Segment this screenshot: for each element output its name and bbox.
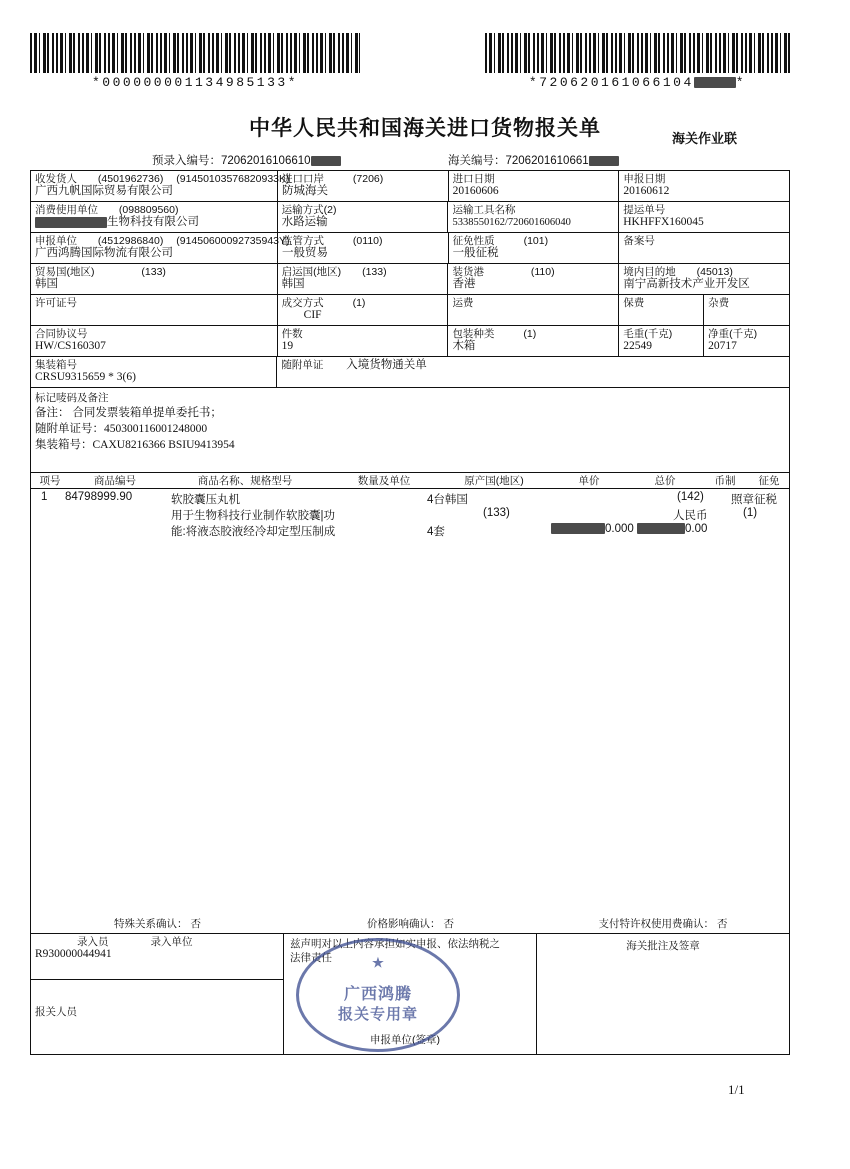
cell-vessel — [448, 202, 619, 232]
net-weight-value: 20717 — [708, 340, 737, 352]
page-title: 中华人民共和国海关进口货物报关单 — [249, 116, 601, 140]
cell-record-no — [619, 233, 789, 263]
freight-label: 运费 — [452, 297, 474, 309]
redaction-unit-price — [551, 523, 605, 534]
declarant-labels — [35, 235, 290, 247]
barcode-right-tail: * — [735, 75, 747, 90]
marks-line-3: 集装箱号：CAXU8216366 BSIU9413954 — [35, 439, 235, 451]
cell-container — [31, 357, 277, 387]
trade-country-label: 贸易国(地区) — [35, 266, 95, 278]
container-value: CRSU9315659 * 3(6) — [35, 371, 136, 383]
cell-gross-weight — [619, 326, 704, 356]
port-name: 防城海关 — [282, 185, 328, 197]
consumer-name — [35, 216, 273, 229]
declare-date-label: 申报日期 — [623, 173, 666, 185]
vessel-label: 运输工具名称 — [452, 204, 516, 216]
cell-levy-nature — [449, 233, 620, 263]
transport-mode-label: 运输方式(2) — [281, 204, 337, 216]
cell-trade-country — [31, 264, 278, 294]
barcode-right-bars — [485, 33, 790, 73]
row-consignor — [31, 171, 789, 202]
goods-col-origin: 原产国(地区) — [464, 475, 524, 487]
bill-label: 提运单号 — [623, 204, 666, 216]
barcode-right-text — [485, 75, 790, 90]
row-declarant — [31, 233, 789, 264]
goods-col-hs-code: 商品编号 — [94, 475, 136, 487]
goods-col-total-price: 总价 — [654, 475, 676, 487]
goods-table-header — [31, 473, 789, 489]
supervision-label: 监管方式 — [282, 235, 324, 247]
redaction-preentry — [311, 156, 341, 166]
customs-number — [448, 152, 619, 168]
cell-port — [278, 171, 449, 201]
redaction-consumer — [35, 217, 107, 228]
declaration-table — [30, 170, 790, 1055]
consignor-code1: (4501962736) — [97, 173, 164, 185]
consignor-label: 收发货人 — [35, 173, 77, 185]
entry-labels — [35, 936, 279, 948]
supervision-labels — [282, 235, 444, 247]
cell-statement — [284, 934, 537, 1054]
cell-customs-approval — [537, 934, 789, 1054]
levy-code: (101) — [523, 235, 549, 247]
load-port-code: (110) — [530, 266, 555, 278]
goods-col-name: 商品名称、规格型号 — [197, 475, 293, 487]
terms-code: (1) — [352, 297, 366, 309]
entry-code-value: R930000044941 — [35, 948, 112, 960]
packages-label: 件数 — [281, 328, 303, 340]
destination-code: (45013) — [696, 266, 733, 278]
barcode-left-bars — [30, 33, 360, 73]
declarant-person-label: 报关人员 — [35, 1006, 77, 1018]
depart-country-code: (133) — [362, 266, 387, 278]
stamp-bottom-text: 报关专用章 — [337, 1007, 418, 1023]
cell-consumer — [31, 202, 278, 232]
destination-label: 境内目的地 — [623, 266, 676, 278]
insurance-label: 保费 — [623, 297, 645, 309]
load-port-labels — [452, 266, 614, 278]
customs-copy-label: 海关作业联 — [672, 131, 738, 146]
goods-unit-price-value: 0.000 — [605, 523, 634, 535]
goods-name-line-3: 能:将液态胶液经冷却定型压制成 — [171, 526, 336, 538]
page-number: 1/1 — [728, 1082, 745, 1097]
row-marks — [31, 388, 789, 473]
package-type-label: 包装种类 — [452, 328, 495, 340]
import-date-value: 20160606 — [452, 185, 499, 197]
cell-import-date — [449, 171, 620, 201]
goods-qty-line-1: 4台韩国 — [427, 494, 468, 506]
misc-label: 杂费 — [708, 297, 730, 309]
packages-value: 19 — [281, 340, 294, 352]
consumer-label: 消费使用单位 — [35, 204, 98, 216]
terms-labels — [282, 297, 444, 309]
package-type-value: 木箱 — [452, 340, 476, 352]
pre-entry-label: 预录入编号： — [152, 155, 221, 167]
gross-weight-value: 22549 — [623, 340, 652, 352]
cell-consignor — [31, 171, 290, 201]
trade-country-code: (133) — [141, 266, 166, 278]
footer-row — [31, 934, 789, 1054]
declarant-code2: (91450600092735943Y) — [176, 235, 290, 247]
cell-attachments — [277, 357, 789, 387]
destination-labels — [623, 266, 785, 278]
consumer-code: (098809560) — [118, 204, 179, 216]
cell-insurance — [619, 295, 704, 325]
goods-item-no: 1 — [41, 491, 48, 503]
cell-declarant — [31, 233, 290, 263]
cell-bill — [619, 202, 789, 232]
contract-value: HW/CS160307 — [35, 340, 106, 352]
pre-entry-value: 72062016106610 — [221, 155, 311, 167]
goods-hs-code: 84798999.90 — [65, 491, 133, 503]
entry-unit-label: 录入单位 — [150, 936, 193, 948]
cell-declare-date — [619, 171, 789, 201]
package-type-labels — [452, 328, 614, 340]
goods-origin-code: (133) — [483, 507, 510, 519]
statement-line-2: 法律责任 — [290, 952, 332, 964]
goods-col-item-no: 项号 — [39, 475, 61, 487]
pre-entry-number — [152, 152, 341, 168]
confirmation-row — [31, 913, 789, 934]
trade-country-value: 韩国 — [35, 278, 58, 290]
terms-value: CIF — [303, 309, 322, 321]
trade-country-labels — [35, 266, 273, 278]
cell-transport-mode — [278, 202, 449, 232]
barcode-right-value: *720620161066104 — [528, 75, 694, 90]
license-label: 许可证号 — [35, 297, 77, 309]
goods-name-line-2: 用于生物科技行业制作软胶囊|功 — [171, 510, 335, 522]
royalty-payment-confirm: 支付特许权使用费确认： 否 — [598, 917, 728, 930]
customs-number-label: 海关编号： — [448, 155, 506, 167]
cell-packages — [278, 326, 449, 356]
goods-table-body — [31, 489, 789, 913]
transport-mode-value: 水路运输 — [281, 216, 328, 228]
load-port-label: 装货港 — [452, 266, 484, 278]
stamp-top-text: 广西鸿腾 — [343, 986, 412, 1003]
depart-country-label: 启运国(地区) — [281, 266, 342, 278]
cell-net-weight — [704, 326, 789, 356]
levy-value: 一般征税 — [452, 247, 499, 259]
goods-col-currency: 币制 — [714, 475, 736, 487]
cell-freight — [448, 295, 619, 325]
cell-entry — [31, 934, 284, 1054]
vessel-value: 5338550162/720601606040 — [452, 217, 571, 228]
port-label: 进口口岸 — [282, 173, 324, 185]
goods-levy: 照章征税 — [731, 494, 777, 506]
row-container — [31, 357, 789, 388]
declarant-label: 申报单位 — [35, 235, 77, 247]
consumer-labels — [35, 204, 273, 216]
redaction-barcode — [694, 77, 736, 88]
destination-value: 南宁高新技术产业开发区 — [623, 278, 750, 290]
declarant-code1: (4512986840) — [97, 235, 164, 247]
goods-total-price-value: 0.00 — [685, 523, 708, 535]
price-influence-confirm: 价格影响确认： 否 — [367, 917, 454, 930]
declarant-seal-label: 申报单位(签章) — [370, 1034, 440, 1046]
goods-col-levy: 征免 — [758, 475, 780, 487]
row-license — [31, 295, 789, 326]
stamp-star: ★ — [372, 955, 384, 970]
row-consumer — [31, 202, 789, 233]
declarant-name: 广西鸿腾国际物流有限公司 — [35, 247, 173, 259]
import-date-label: 进口日期 — [452, 173, 495, 185]
statement-line-1: 兹声明对以上内容承担如实申报、依法纳税之 — [290, 938, 500, 950]
load-port-value: 香港 — [452, 278, 476, 290]
attachments-value: 入境货物通关单 — [346, 359, 427, 371]
cell-package-type — [448, 326, 619, 356]
cell-marks — [31, 388, 789, 472]
redaction-total-price — [637, 523, 685, 534]
goods-name-line-1: 软胶囊压丸机 — [171, 494, 240, 506]
goods-col-qty: 数量及单位 — [357, 475, 411, 487]
levy-labels — [453, 235, 615, 247]
net-weight-label: 净重(千克) — [708, 328, 758, 340]
consignor-labels — [35, 173, 290, 185]
goods-qty-line-2: 4套 — [427, 526, 445, 538]
container-label: 集装箱号 — [35, 359, 77, 371]
levy-label: 征免性质 — [452, 235, 495, 247]
row-trade-country — [31, 264, 789, 295]
consumer-name-text: 生物科技有限公司 — [107, 216, 199, 228]
marks-line-2: 随附单证号：450300116001248000 — [35, 423, 208, 435]
row-contract — [31, 326, 789, 357]
depart-country-labels — [282, 266, 444, 278]
attachments-label: 随附单证 — [281, 359, 324, 371]
cell-load-port — [448, 264, 619, 294]
barcode-left-text: *000000001134985133* — [91, 75, 299, 90]
cell-destination — [619, 264, 789, 294]
cell-depart-country — [278, 264, 449, 294]
special-relation-confirm: 特殊关系确认： 否 — [114, 917, 201, 930]
cell-supervision — [278, 233, 449, 263]
gross-weight-label: 毛重(千克) — [623, 328, 673, 340]
declare-date-value: 20160612 — [623, 185, 670, 197]
redaction-customs-no — [589, 156, 619, 166]
record-no-label: 备案号 — [623, 235, 655, 247]
entry-clerk-label: 录入员 — [77, 936, 109, 948]
goods-currency-code: (142) — [677, 491, 704, 503]
marks-line-1: 备注： 合同发票装箱单提单委托书； — [35, 407, 222, 419]
goods-unit-price — [551, 523, 634, 535]
attachments-row — [281, 359, 785, 371]
cell-terms — [278, 295, 449, 325]
bill-value: HKHFFX160045 — [623, 216, 704, 228]
port-code: (7206) — [352, 173, 384, 185]
consignor-name: 广西九帆国际贸易有限公司 — [35, 185, 173, 197]
goods-col-unit-price: 单价 — [578, 475, 600, 487]
supervision-value: 一般贸易 — [282, 247, 328, 259]
port-labels — [282, 173, 444, 185]
barcode-left — [30, 33, 360, 90]
cell-misc — [704, 295, 789, 325]
goods-total-price — [637, 523, 707, 535]
depart-country-value: 韩国 — [281, 278, 305, 290]
package-type-code: (1) — [523, 328, 537, 340]
goods-levy-code: (1) — [743, 507, 758, 519]
customs-number-value: 7206201610661 — [505, 155, 589, 167]
contract-label: 合同协议号 — [35, 328, 88, 340]
cell-contract — [31, 326, 278, 356]
goods-currency: 人民币 — [673, 510, 708, 522]
terms-label: 成交方式 — [281, 297, 324, 309]
barcode-right — [485, 33, 790, 90]
cell-license — [31, 295, 278, 325]
supervision-code: (0110) — [352, 235, 383, 247]
consignor-code2: (91450103576820933K) — [176, 173, 290, 185]
customs-approval-label: 海关批注及签章 — [626, 940, 700, 952]
marks-label: 标记唛码及备注 — [35, 392, 109, 404]
